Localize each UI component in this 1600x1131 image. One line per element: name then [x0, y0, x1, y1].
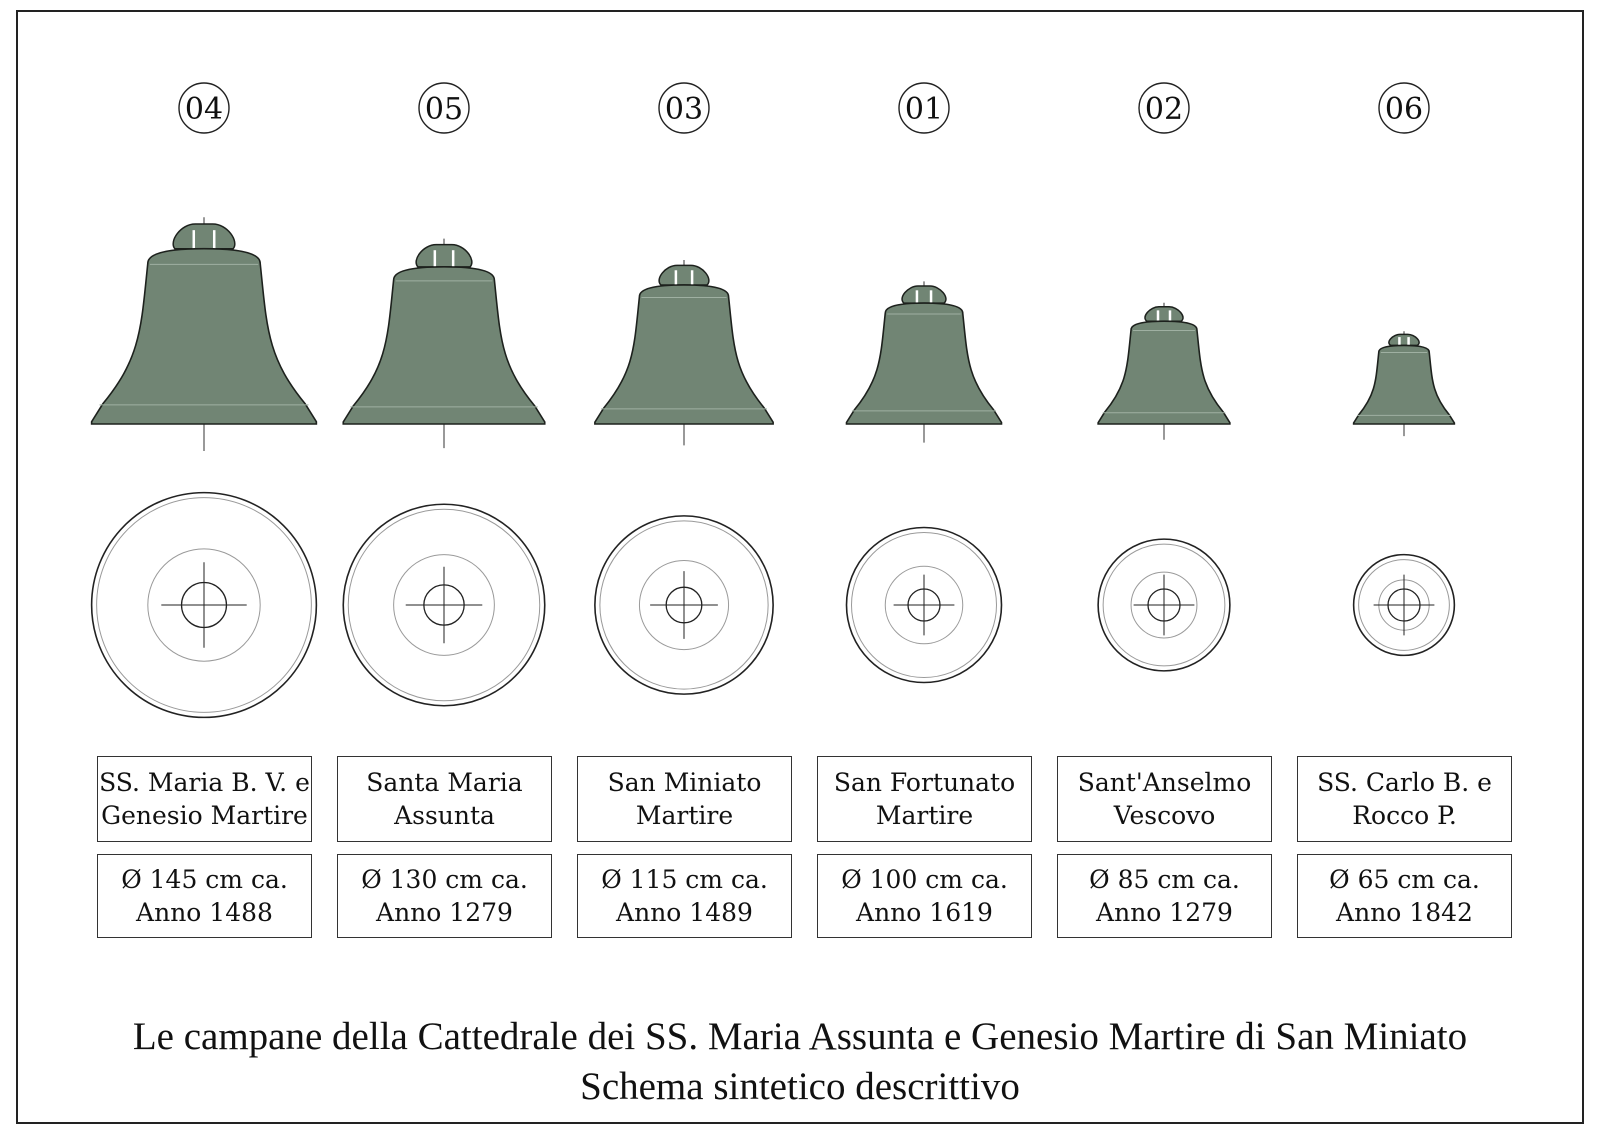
bell-spec-box-03 — [577, 854, 792, 938]
bell-name-line: SS. Maria B. V. e — [99, 768, 310, 797]
bell-name-line: San Miniato — [607, 768, 762, 797]
bell-name-box-06 — [1297, 756, 1512, 842]
bell-name-line: Martire — [875, 801, 974, 830]
bell-name-box-01 — [817, 756, 1032, 842]
bell-year: Anno 1279 — [1096, 898, 1233, 927]
bell-name-box-03 — [577, 756, 792, 842]
bell-number: 05 — [424, 92, 464, 127]
bell-spec-box-01 — [817, 854, 1032, 938]
bell-name-box-02 — [1057, 756, 1272, 842]
bell-name-line: Santa Maria — [366, 768, 523, 797]
bell-body — [1098, 321, 1230, 424]
bell-diameter: Ø 85 cm ca. — [1089, 865, 1240, 894]
bell-diameter: Ø 145 cm ca. — [121, 865, 288, 894]
bell-crown — [902, 286, 946, 303]
bell-number: 01 — [904, 92, 944, 127]
bell-crown — [1389, 334, 1419, 345]
bell-name-line: Martire — [635, 801, 734, 830]
bell-year: Anno 1842 — [1336, 898, 1473, 927]
bell-body — [847, 303, 1002, 424]
bell-number: 03 — [664, 92, 704, 127]
bell-name-line: Sant'Anselmo — [1077, 768, 1252, 797]
bell-year: Anno 1488 — [136, 898, 273, 927]
bell-name-line: Rocco P. — [1352, 801, 1457, 830]
bell-diameter: Ø 65 cm ca. — [1329, 865, 1480, 894]
bell-year: Anno 1619 — [856, 898, 993, 927]
bell-diameter: Ø 130 cm ca. — [361, 865, 528, 894]
bell-number: 04 — [184, 92, 224, 127]
bell-name-box-04 — [97, 756, 312, 842]
bell-number: 06 — [1384, 92, 1424, 127]
bell-body — [1354, 345, 1455, 424]
bell-body — [92, 249, 317, 424]
bell-year: Anno 1489 — [616, 898, 753, 927]
bell-crown — [416, 245, 472, 267]
bell-name-line: SS. Carlo B. e — [1317, 768, 1492, 797]
page-subtitle: Schema sintetico descrittivo — [580, 1065, 1020, 1108]
bell-crown — [659, 265, 709, 285]
bell-name-line: San Fortunato — [833, 768, 1016, 797]
bell-spec-box-06 — [1297, 854, 1512, 938]
bell-diameter: Ø 115 cm ca. — [601, 865, 768, 894]
page-title: Le campane della Cattedrale dei SS. Maria Assunta e Genesio Martire di San Miniato — [132, 1015, 1468, 1058]
bell-name-box-05 — [337, 756, 552, 842]
bell-year: Anno 1279 — [376, 898, 513, 927]
bell-name-line: Assunta — [394, 801, 495, 830]
bell-diameter: Ø 100 cm ca. — [841, 865, 1008, 894]
bell-spec-box-05 — [337, 854, 552, 938]
bell-spec-box-02 — [1057, 854, 1272, 938]
bell-number: 02 — [1144, 92, 1184, 127]
bell-crown — [1145, 307, 1183, 321]
bell-body — [595, 285, 773, 424]
bell-name-line: Genesio Martire — [101, 801, 308, 830]
bell-body — [343, 267, 545, 424]
bell-spec-box-04 — [97, 854, 312, 938]
title-block — [0, 1012, 1600, 1112]
bell-crown — [173, 224, 235, 249]
bell-name-line: Vescovo — [1113, 801, 1216, 830]
